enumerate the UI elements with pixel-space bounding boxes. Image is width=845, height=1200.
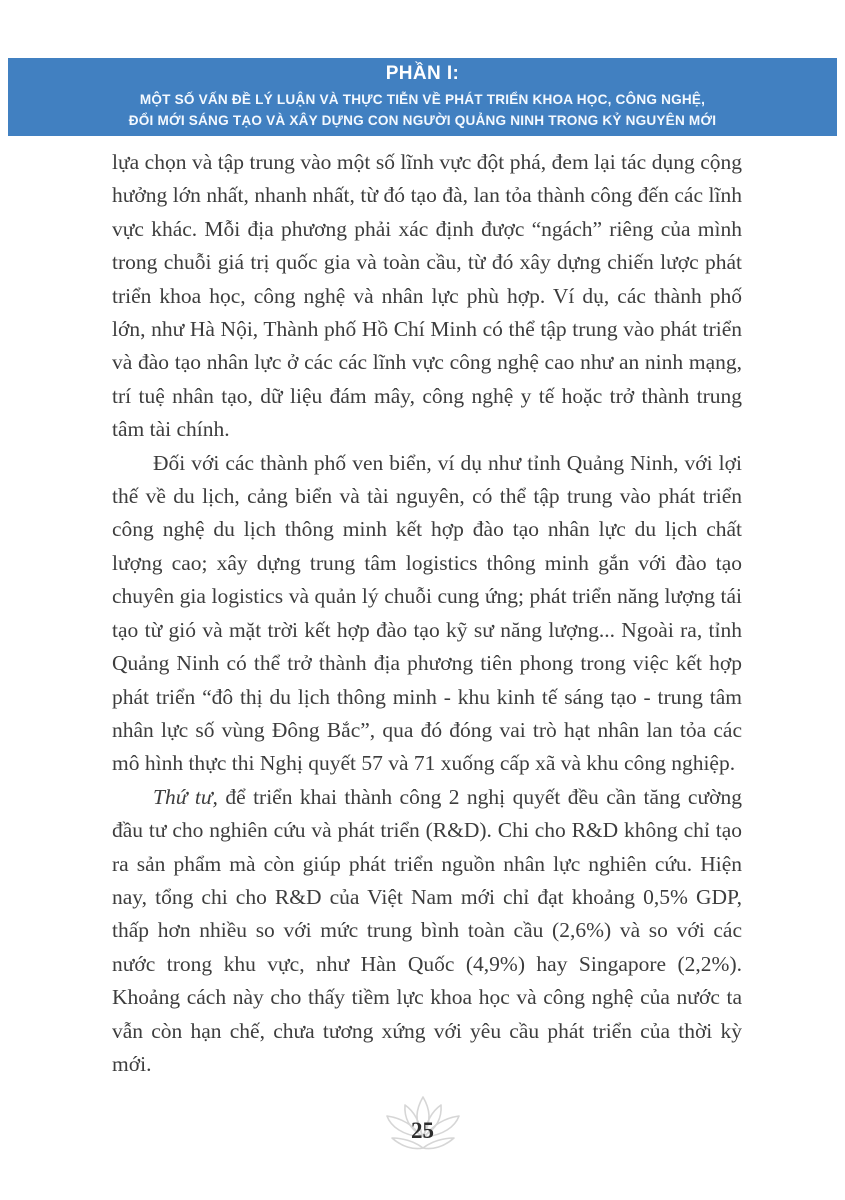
paragraph-1 (112, 146, 742, 447)
paragraph-2 (112, 447, 742, 781)
part-title: PHẦN I: (385, 63, 460, 84)
part-subtitle-line1: MỘT SỐ VẤN ĐỀ LÝ LUẬN VÀ THỰC TIỄN VỀ PHÁT TRIỂN KHOA HỌC, CÔNG NGHỆ, (139, 92, 706, 107)
page-number: 25 (411, 1118, 434, 1143)
paragraph-2-text: Đối với các thành phố ven biển, ví dụ như tỉnh Quảng Ninh, với lợi thế về du lịch, cảng biển và tài nguyên, có thể tập trung vào phát triển công nghệ du lịch thông minh kết hợp đào tạo nhân lực du lịch chất lượng cao; xây dựng trung tâm logistics thông minh gắn với đào tạo chuyên gia logistics và quản lý chuỗi cung ứng; phát triển năng lượng tái tạo từ gió và mặt trời kết hợp đào tạo kỹ sư năng lượng... Ngoài ra, tỉnh Quảng Ninh có thể trở thành địa phương tiên phong trong việc kết hợp phát triển “đô thị du lịch thông minh - khu kinh tế sáng tạo - trung tâm nhân lực số vùng Đông Bắc”, qua đó đóng vai trò hạt nhân lan tỏa các mô hình thực thi Nghị quyết 57 và 71 xuống cấp xã và khu công nghiệp. (112, 450, 742, 776)
part-banner (8, 58, 837, 136)
paragraph-3-lead-italic: Thứ tư, (153, 784, 218, 809)
paragraph-1-text: lựa chọn và tập trung vào một số lĩnh vực đột phá, đem lại tác dụng cộng hưởng lớn nhất, nhanh nhất, từ đó tạo đà, lan tỏa thành công đến các lĩnh vực khác. Mỗi địa phương phải xác định được “ngách” riêng của mình trong chuỗi giá trị quốc gia và toàn cầu, từ đó xây dựng chiến lược phát triển khoa học, công nghệ và nhân lực phù hợp. Ví dụ, các thành phố lớn, như Hà Nội, Thành phố Hồ Chí Minh có thể tập trung vào phát triển và đào tạo nhân lực ở các các lĩnh vực công nghệ cao như an ninh mạng, trí tuệ nhân tạo, dữ liệu đám mây, công nghệ y tế hoặc trở thành trung tâm tài chính. (112, 150, 742, 442)
paragraph-3-text: để triển khai thành công 2 nghị quyết đều cần tăng cường đầu tư cho nghiên cứu và phát triển (R&D). Chi cho R&D không chỉ tạo ra sản phẩm mà còn giúp phát triển nguồn nhân lực nghiên cứu. Hiện nay, tổng chi cho R&D của Việt Nam mới chỉ đạt khoảng 0,5% GDP, thấp hơn nhiều so với mức trung bình toàn cầu (2,6%) và so với các nước trong khu vực, như Hàn Quốc (4,9%) hay Singapore (2,2%). Khoảng cách này cho thấy tiềm lực khoa học và công nghệ của nước ta vẫn còn hạn chế, chưa tương xứng với yêu cầu phát triển của thời kỳ mới. (112, 784, 742, 1076)
page-footer (0, 1088, 845, 1158)
paragraph-3 (112, 781, 742, 1082)
body-text (112, 146, 742, 1081)
part-subtitle-line2: ĐỔI MỚI SÁNG TẠO VÀ XÂY DỰNG CON NGƯỜI QUẢNG NINH TRONG KỶ NGUYÊN MỚI (128, 113, 717, 128)
